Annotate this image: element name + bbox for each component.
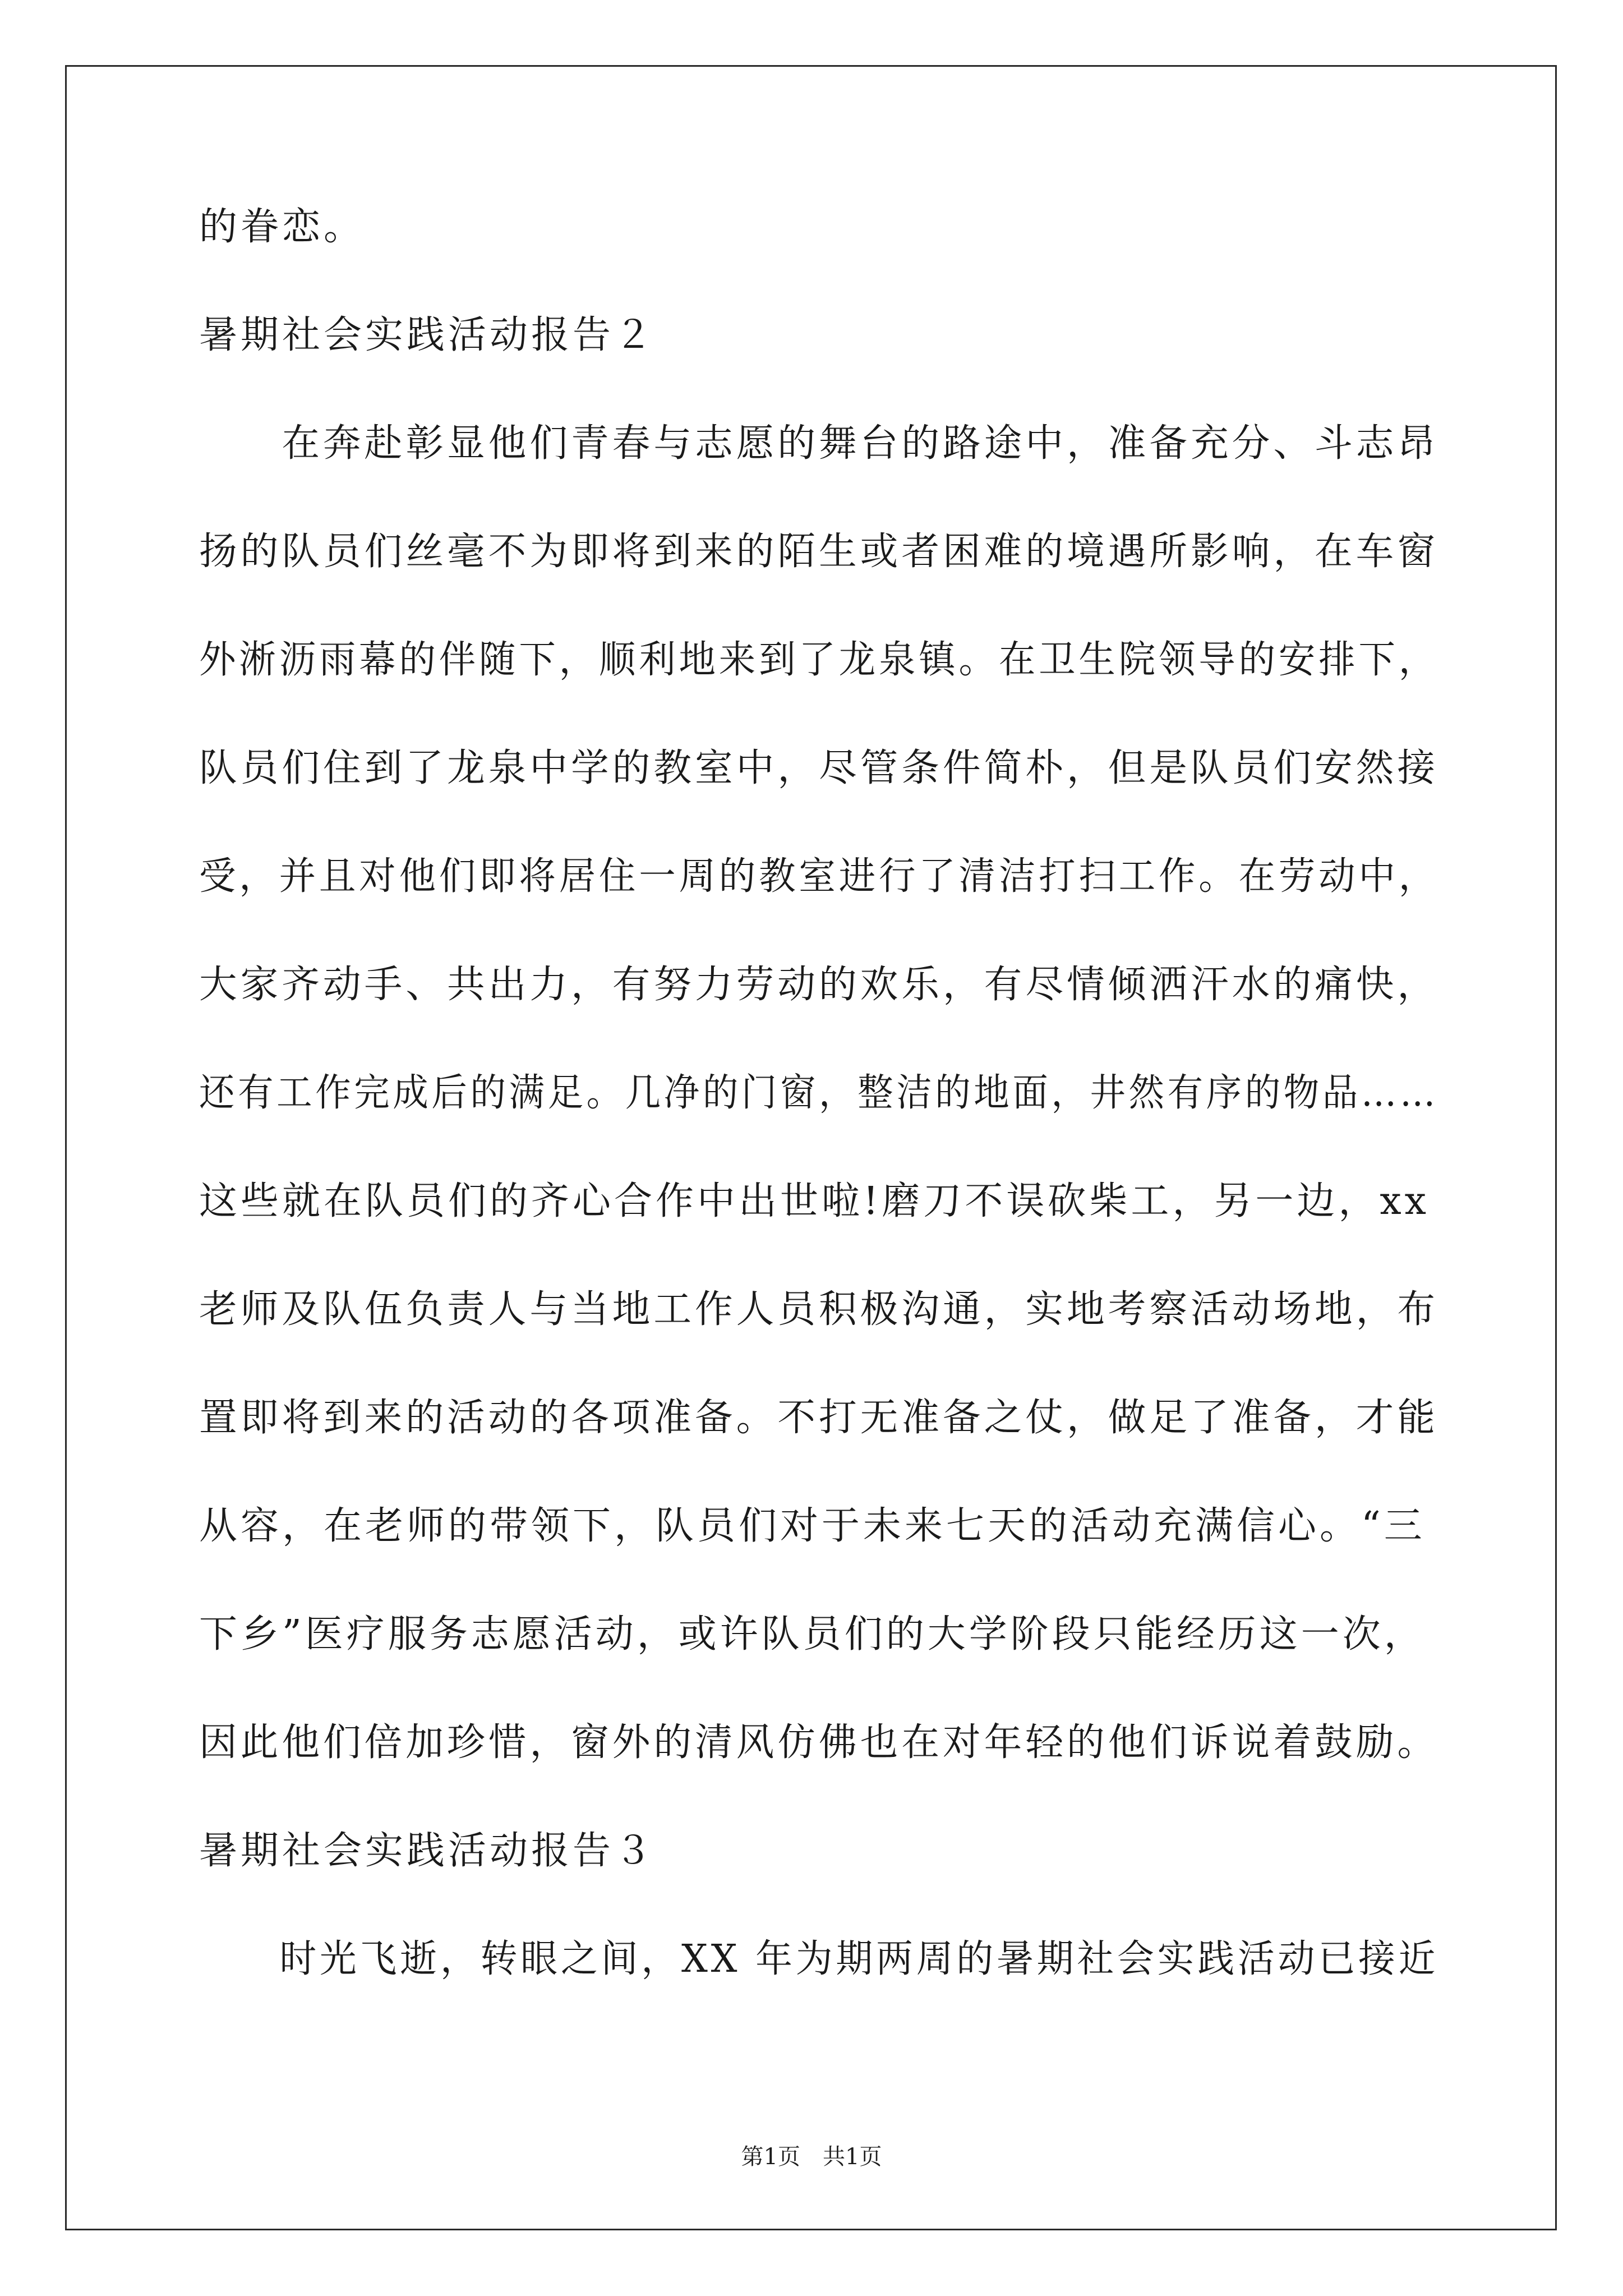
section-heading: 暑期社会实践活动报告２: [199, 313, 656, 357]
text-line: 扬的队员们丝毫不为即将到来的陌生或者困难的境遇所影响，在车窗: [199, 530, 1439, 574]
section-heading: 暑期社会实践活动报告３: [199, 1829, 656, 1873]
text-line: 下乡”医疗服务志愿活动，或许队员们的大学阶段只能经历这一次，: [199, 1612, 1426, 1657]
text-line: 受，并且对他们即将居住一周的教室进行了清洁打扫工作。在劳动中，: [199, 854, 1439, 899]
text-line: 从容，在老师的带领下，队员们对于未来七天的活动充满信心。“三: [199, 1504, 1426, 1548]
text-line: 这些就在队员们的齐心合作中出世啦!磨刀不误砍柴工，另一边，xx: [199, 1179, 1430, 1223]
page-number-footer: 第1页 共1页: [741, 2144, 882, 2170]
text-line: 大家齐动手、共出力，有努力劳动的欢乐，有尽情倾洒汗水的痛快，: [199, 963, 1439, 1007]
page-border: [65, 65, 1557, 2230]
text-line: 队员们住到了龙泉中学的教室中，尽管条件简朴，但是队员们安然接: [199, 746, 1439, 790]
text-line: 老师及队伍负责人与当地工作人员积极沟通，实地考察活动场地，布: [199, 1287, 1439, 1332]
text-line: 在奔赴彰显他们青春与志愿的舞台的路途中，准备充分、斗志昂: [199, 421, 1439, 466]
text-line: 时光飞逝，转眼之间，XX 年为期两周的暑期社会实践活动已接近: [199, 1937, 1439, 1981]
text-line: 外淅沥雨幕的伴随下，顺利地来到了龙泉镇。在卫生院领导的安排下，: [199, 638, 1439, 682]
text-line: 还有工作完成后的满足。几净的门窗，整洁的地面，井然有序的物品……: [199, 1071, 1439, 1115]
text-line: 因此他们倍加珍惜，窗外的清风仿佛也在对年轻的他们诉说着鼓励。: [199, 1720, 1439, 1765]
text-line: 置即将到来的活动的各项准备。不打无准备之仗，做足了准备，才能: [199, 1396, 1439, 1440]
text-line: 的眷恋。: [199, 205, 366, 249]
